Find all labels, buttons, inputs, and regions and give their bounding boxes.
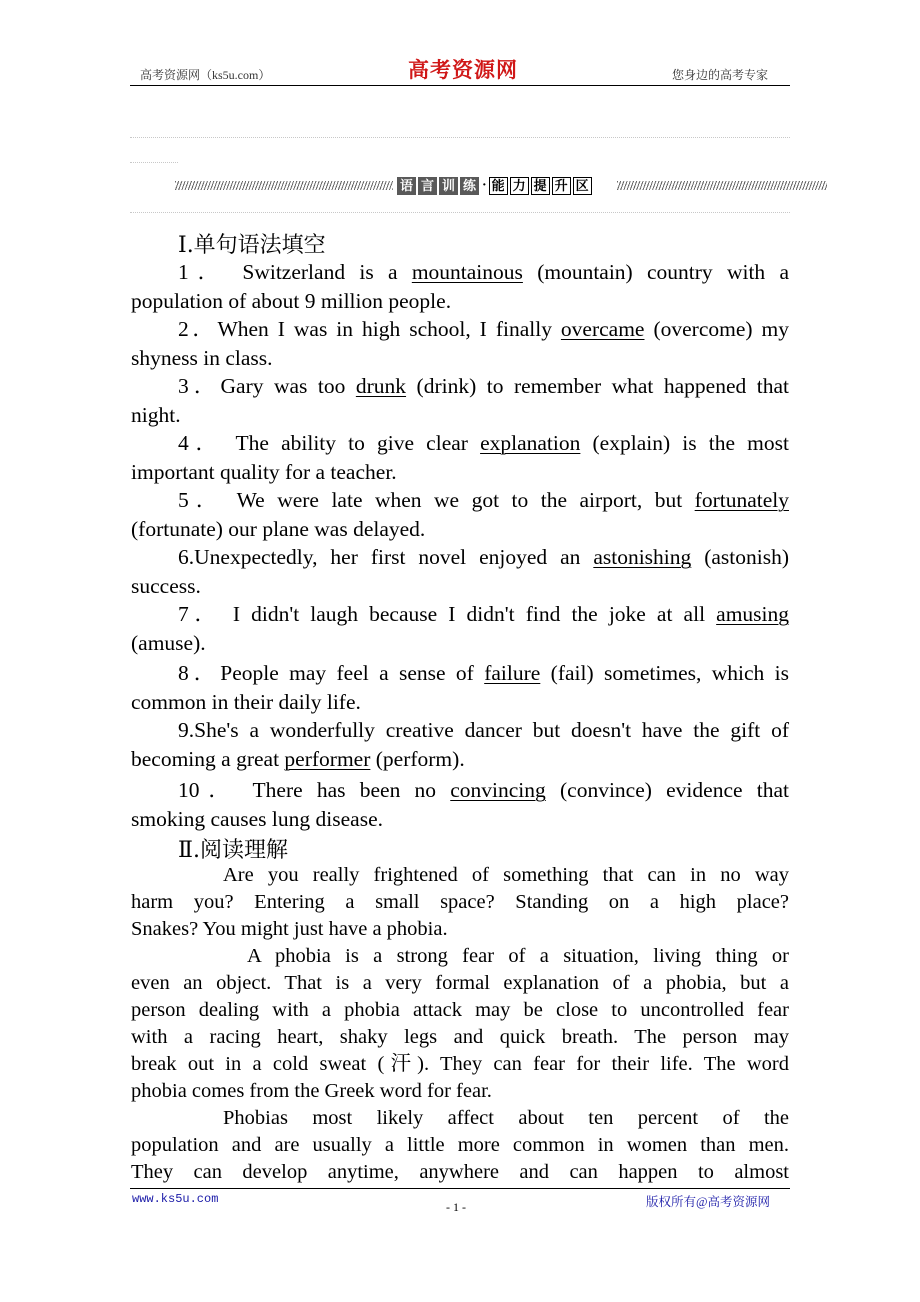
exercise-item: 4． The ability to give clear explanation (explain) is the most important quality for a teacher. — [131, 431, 789, 484]
footer-url[interactable]: www.ks5u.com — [132, 1192, 219, 1206]
exercise-item: 1． Switzerland is a mountainous (mountain) country with a population of about 9 million people. — [131, 260, 790, 313]
answer: astonishing — [593, 545, 692, 569]
exercise-item: 7． I didn't laugh because I didn't find the joke at all amusing (amuse). — [131, 602, 790, 655]
banner-char: 提 — [531, 177, 550, 195]
header-slogan: 您身边的高考专家 — [672, 68, 769, 82]
exercise-item: 10． There has been no convincing (convince) evidence that smoking causes lung disease. — [131, 778, 789, 831]
footer-copyright: 版权所有@高考资源网 — [646, 1195, 771, 1209]
header-site-name: 高考资源网（ks5u.com） — [140, 68, 271, 82]
answer: failure — [484, 661, 541, 685]
banner-separator: · — [482, 177, 487, 193]
banner-char: 区 — [573, 177, 592, 195]
banner-char: 练 — [460, 177, 479, 195]
exercise-item: 9.She's a wonderfully creative dancer but doesn't have the gift of becoming a great performer (perform). — [131, 718, 789, 771]
exercise-item: 5． We were late when we got to the airport, but fortunately (fortunate) our plane was delayed. — [131, 488, 789, 541]
exercise-item: 2．When I was in high school, I finally overcame (overcome) my shyness in class. — [131, 317, 789, 370]
banner-hatch-right — [617, 181, 827, 190]
reading-paragraph-2: A phobia is a strong fear of a situation, living thing or even an object. That is a very formal explanation of a phobia, but a person dealing with a phobia attack may be close to uncontrolled fear with a racing heart, shaky legs and quick breath. The person may break out in a cold sweat (汗). They can fear for their life. The word phobia comes from the Greek word for fear. — [131, 945, 789, 1102]
banner-char: 升 — [552, 177, 571, 195]
header-rule — [130, 85, 790, 86]
answer: performer — [284, 746, 371, 771]
dotted-guide — [130, 137, 790, 138]
reading-paragraph-3: Phobias most likely affect about ten percent of the population and are usually a little more common in women than men. They can develop anytime, anywhere and can happen to almost — [131, 1107, 789, 1183]
exercise-item: 3．Gary was too drunk (drink) to remember what happened that night. — [131, 374, 789, 427]
banner-char: 能 — [489, 177, 508, 195]
banner-char: 力 — [510, 177, 529, 195]
section-banner — [175, 176, 827, 196]
exercise-item: 8．People may feel a sense of failure (fail) sometimes, which is common in their daily life. — [131, 661, 789, 714]
section2-heading: Ⅱ.阅读理解 — [178, 838, 288, 863]
banner-char: 语 — [397, 177, 416, 195]
page-number: - 1 - — [446, 1200, 466, 1214]
answer: fortunately — [694, 488, 789, 512]
reading-paragraph-1: Are you really frightened of something that can in no way harm you? Entering a small space? Standing on a high place? Snakes? You might just have a phobia. — [131, 864, 789, 940]
answer: explanation — [480, 431, 581, 455]
dotted-guide — [130, 212, 790, 213]
banner-hatch-left — [175, 181, 393, 190]
section1-heading: Ⅰ.单句语法填空 — [178, 233, 326, 258]
answer: amusing — [716, 602, 790, 626]
answer: mountainous — [411, 260, 523, 284]
header-logo: 高考资源网 — [408, 57, 518, 82]
banner-char: 言 — [418, 177, 437, 195]
answer: convincing — [450, 778, 546, 802]
answer: drunk — [355, 374, 407, 398]
answer: overcame — [560, 317, 645, 341]
banner-tag — [397, 176, 594, 195]
footer-rule — [130, 1188, 790, 1189]
banner-char: 训 — [439, 177, 458, 195]
dotted-guide — [130, 162, 178, 163]
exercise-item: 6.Unexpectedly, her first novel enjoyed an astonishing (astonish) success. — [131, 545, 790, 598]
